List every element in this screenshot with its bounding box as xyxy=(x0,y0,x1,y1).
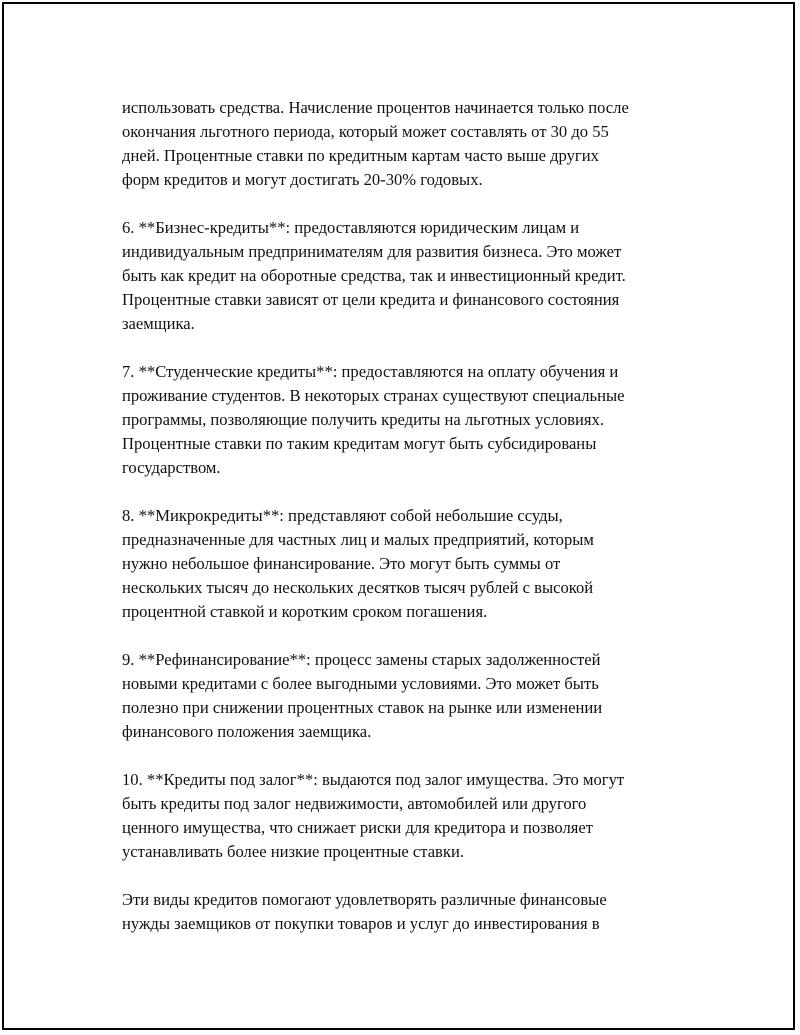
text-line: нескольких тысяч до нескольких десятков тысяч рублей с высокой xyxy=(122,578,594,597)
text-line: Процентные ставки по таким кредитам могут быть субсидированы xyxy=(122,434,597,453)
text-line: форм кредитов и могут достигать 20-30% годовых. xyxy=(122,170,483,189)
paragraph-credit-cards-continued xyxy=(122,96,722,192)
paragraph-student-loans xyxy=(122,360,722,480)
paragraph-refinancing xyxy=(122,648,722,744)
text-line: проживание студентов. В некоторых странах существуют специальные xyxy=(122,386,625,405)
text-line: 8. **Микрокредиты**: представляют собой небольшие ссуды, xyxy=(122,506,563,525)
text-line: ценного имущества, что снижает риски для кредитора и позволяет xyxy=(122,818,594,837)
paragraph-secured-loans xyxy=(122,768,722,864)
text-line: предназначенные для частных лиц и малых предприятий, которым xyxy=(122,530,594,549)
text-line: окончания льготного периода, который может составлять от 30 до 55 xyxy=(122,122,609,141)
text-line: 10. **Кредиты под залог**: выдаются под залог имущества. Это могут xyxy=(122,770,625,789)
paragraph-business-loans xyxy=(122,216,722,336)
paragraph-microloans xyxy=(122,504,722,624)
text-line: полезно при снижении процентных ставок на рынке или изменении xyxy=(122,698,603,717)
text-line: Эти виды кредитов помогают удовлетворять различные финансовые xyxy=(122,890,607,909)
document-body xyxy=(122,96,722,960)
text-line: Процентные ставки зависят от цели кредита и финансового состояния xyxy=(122,290,620,309)
page-frame xyxy=(2,2,795,1030)
text-line: программы, позволяющие получить кредиты на льготных условиях. xyxy=(122,410,604,429)
text-line: 6. **Бизнес-кредиты**: предоставляются юридическим лицам и xyxy=(122,218,580,237)
text-line: быть кредиты под залог недвижимости, автомобилей или другого xyxy=(122,794,587,813)
text-line: устанавливать более низкие процентные ставки. xyxy=(122,842,464,861)
text-line: новыми кредитами с более выгодными условиями. Это может быть xyxy=(122,674,599,693)
text-line: 7. **Студенческие кредиты**: предоставляются на оплату обучения и xyxy=(122,362,619,381)
text-line: 9. **Рефинансирование**: процесс замены старых задолженностей xyxy=(122,650,601,669)
text-line: быть как кредит на оборотные средства, так и инвестиционный кредит. xyxy=(122,266,626,285)
text-line: использовать средства. Начисление процентов начинается только после xyxy=(122,98,629,117)
text-line: государством. xyxy=(122,458,221,477)
text-line: нужды заемщиков от покупки товаров и услуг до инвестирования в xyxy=(122,914,600,933)
text-line: процентной ставкой и коротким сроком погашения. xyxy=(122,602,488,621)
text-line: нужно небольшое финансирование. Это могут быть суммы от xyxy=(122,554,561,573)
text-line: индивидуальным предпринимателям для развития бизнеса. Это может xyxy=(122,242,622,261)
text-line: заемщика. xyxy=(122,314,195,333)
text-line: финансового положения заемщика. xyxy=(122,722,372,741)
text-line: дней. Процентные ставки по кредитным картам часто выше других xyxy=(122,146,599,165)
paragraph-summary xyxy=(122,888,722,936)
